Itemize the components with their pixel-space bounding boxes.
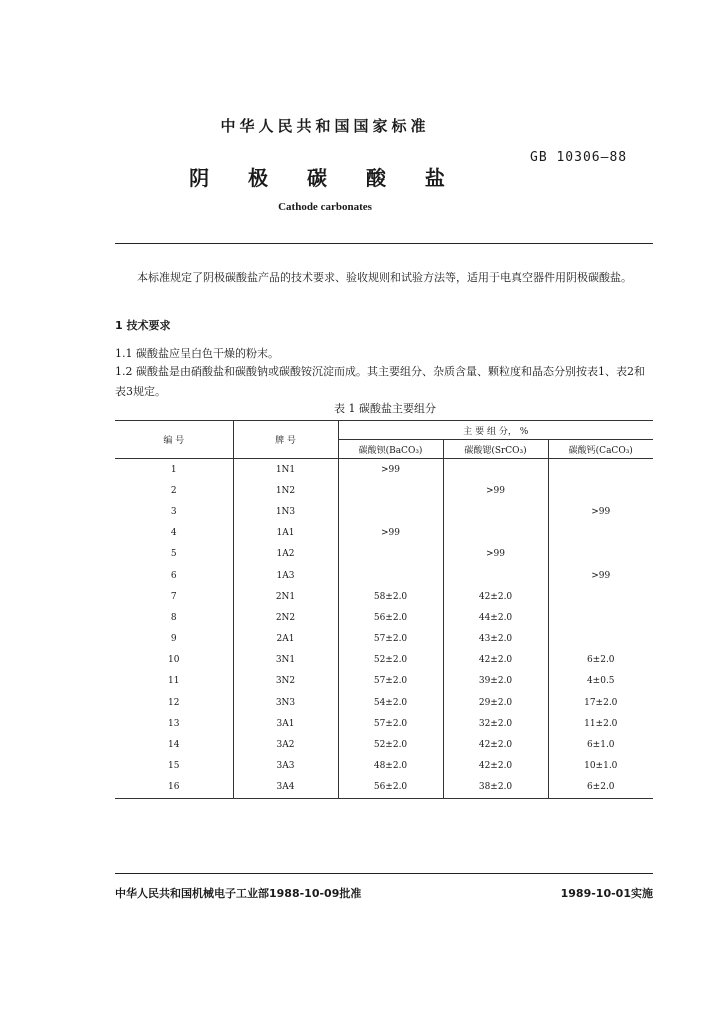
table-cell	[338, 544, 443, 565]
table-row	[115, 607, 653, 628]
table-cell: 14	[115, 734, 233, 755]
table-row	[115, 544, 653, 565]
table-cell: 4±0.5	[586, 676, 615, 687]
table-row	[115, 565, 653, 586]
table-cell: 38±2.0	[443, 777, 548, 799]
table-cell: 2N2	[233, 607, 338, 628]
table-cell	[548, 607, 653, 628]
table-cell	[548, 459, 653, 481]
table-cell: 1N1	[233, 459, 338, 481]
table-cell: 44±2.0	[443, 607, 548, 628]
table-cell: 1N3	[233, 501, 338, 522]
table-cell: >99	[443, 480, 548, 501]
table-cell: 3N2	[233, 671, 338, 692]
table-cell: 57±2.0	[338, 629, 443, 650]
table-cell: 32±2.0	[443, 713, 548, 734]
effective-date: 1989-10-01实施	[560, 887, 653, 900]
table-cell: 6	[115, 565, 233, 586]
standard-code: GB 10306—88	[530, 150, 628, 165]
table-cell: 1A3	[233, 565, 338, 586]
table-cell: 3A4	[233, 777, 338, 799]
table-cell: 57±2.0	[338, 713, 443, 734]
table-cell: 5	[115, 544, 233, 565]
header-caco3: 碳酸钙(CaCO₃)	[548, 440, 653, 459]
table-cell: 1A2	[233, 544, 338, 565]
table-cell: 8	[115, 607, 233, 628]
table-row	[115, 692, 653, 713]
table-row	[115, 523, 653, 544]
table-cell: 42±2.0	[443, 586, 548, 607]
table-cell	[548, 586, 653, 607]
table-row	[115, 671, 653, 692]
table-cell: 56±2.0	[338, 607, 443, 628]
table-cell: 6±2.0	[586, 655, 615, 666]
table-cell: 12	[115, 692, 233, 713]
table-row	[115, 459, 653, 481]
table-cell: 2	[115, 480, 233, 501]
header-srco3: 碳酸锶(SrCO₃)	[443, 440, 548, 459]
table-cell: 11	[115, 671, 233, 692]
header-grade: 牌 号	[233, 421, 338, 459]
table-cell: 10	[115, 650, 233, 671]
table-row	[115, 650, 653, 671]
footer-rule	[115, 873, 653, 874]
table-cell: 42±2.0	[443, 650, 548, 671]
table-cell: 16	[115, 777, 233, 799]
table-row	[115, 713, 653, 734]
table-cell	[548, 629, 653, 650]
table-cell	[338, 480, 443, 501]
table-cell: 54±2.0	[338, 692, 443, 713]
table-row	[115, 777, 653, 799]
table-cell: 17±2.0	[584, 697, 618, 708]
table-row	[115, 734, 653, 755]
table-row	[115, 480, 653, 501]
table-cell: 42±2.0	[443, 734, 548, 755]
table-cell: 15	[115, 756, 233, 777]
table-cell: 6±2.0	[548, 777, 653, 799]
table-cell: >99	[591, 506, 611, 517]
header-group: 主 要 组 分， %	[338, 421, 653, 440]
table-cell: 43±2.0	[443, 629, 548, 650]
table-row	[115, 501, 653, 522]
table-cell: 3A1	[233, 713, 338, 734]
table-cell: 29±2.0	[443, 692, 548, 713]
document-subtitle: Cathode carbonates	[278, 201, 372, 213]
table-cell: >99	[443, 544, 548, 565]
table-cell: 1N2	[233, 480, 338, 501]
table-cell: 1A1	[233, 523, 338, 544]
table-cell: 9	[115, 629, 233, 650]
table-cell: 1	[115, 459, 233, 481]
header-baco3: 碳酸钡(BaCO₃)	[338, 440, 443, 459]
approval-info: 中华人民共和国机械电子工业部1988-10-09批准	[115, 887, 362, 900]
table-cell: 39±2.0	[443, 671, 548, 692]
composition-table	[115, 420, 653, 799]
table-cell: 7	[115, 586, 233, 607]
table-cell: 58±2.0	[338, 586, 443, 607]
table-cell: 6±1.0	[586, 740, 615, 751]
table-cell: 2N1	[233, 586, 338, 607]
table-cell: 3N1	[233, 650, 338, 671]
header-no: 编 号	[115, 421, 233, 459]
table-cell: >99	[591, 570, 611, 581]
table-cell: 2A1	[233, 629, 338, 650]
table-cell	[548, 523, 653, 544]
header-rule	[115, 243, 653, 244]
table-cell: >99	[338, 523, 443, 544]
section-heading: 1 技术要求	[115, 319, 171, 332]
table-cell: 52±2.0	[338, 734, 443, 755]
table-row	[115, 586, 653, 607]
table-cell: 52±2.0	[338, 650, 443, 671]
table-cell	[338, 501, 443, 522]
org-title: 中华人民共和国国家标准	[220, 117, 430, 135]
table-cell	[338, 565, 443, 586]
clause-1-1: 1.1 碳酸盐应呈白色干燥的粉末。	[115, 347, 279, 360]
table-cell	[443, 501, 548, 522]
table-row	[115, 756, 653, 777]
table-cell: 11±2.0	[584, 718, 618, 729]
table-cell	[443, 565, 548, 586]
table-cell: 3	[115, 501, 233, 522]
clause-1-2: 1.2 碳酸盐是由硝酸盐和碳酸钠或碳酸铵沉淀而成。其主要组分、杂质含量、颗粒度和晶态分别按表1、表2和表3规定。	[115, 365, 645, 398]
table-cell: 4	[115, 523, 233, 544]
table-cell: 3A3	[233, 756, 338, 777]
table-cell: 48±2.0	[338, 756, 443, 777]
table-caption: 表 1 碳酸盐主要组分	[334, 402, 436, 415]
table-cell	[443, 523, 548, 544]
table-cell	[548, 544, 653, 565]
intro-paragraph: 本标准规定了阴极碳酸盐产品的技术要求、验收规则和试验方法等，适用于电真空器件用阴极碳酸盐。	[137, 271, 632, 284]
table-cell: 42±2.0	[443, 756, 548, 777]
table-cell: 13	[115, 713, 233, 734]
table-cell: 56±2.0	[338, 777, 443, 799]
table-cell: 3A2	[233, 734, 338, 755]
table-cell: 3N3	[233, 692, 338, 713]
table-cell	[443, 459, 548, 481]
table-row	[115, 629, 653, 650]
table-cell: >99	[338, 459, 443, 481]
table-cell: 57±2.0	[338, 671, 443, 692]
table-cell: 10±1.0	[584, 761, 618, 772]
document-title: 阴 极 碳 酸 盐	[189, 166, 461, 190]
table-cell	[548, 480, 653, 501]
